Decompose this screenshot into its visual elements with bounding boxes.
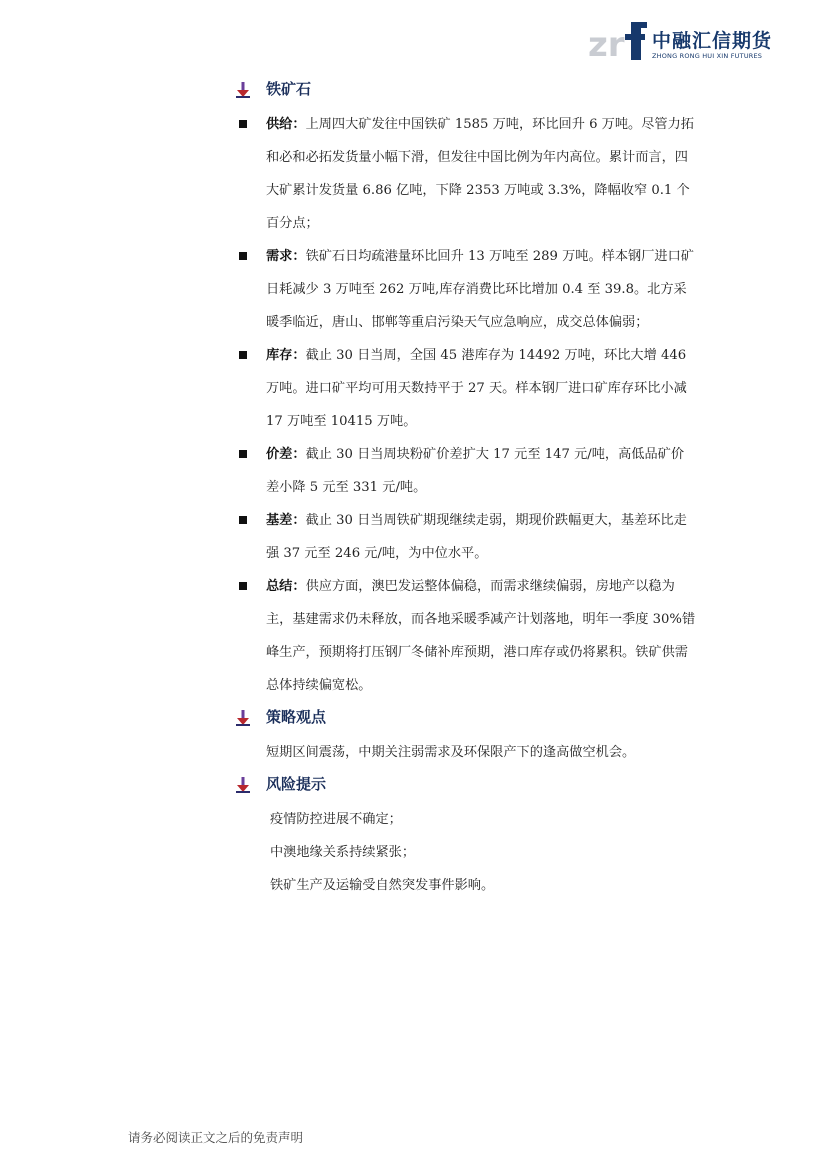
bullet-label: 价差： [266,447,306,462]
bullet-text: 铁矿石日均疏港量环比回升 13 万吨至 289 万吨。样本钢厂进口矿日耗减少 3 万吨至 262 万吨,库存消费比环比增加 0.4 至 39.8。北方采暖季临近，唐山、邯郸等重启污染天气应急响应，成交总体偏弱； [266,249,694,330]
bullet-label: 基差： [266,513,306,528]
square-bullet-icon [239,120,247,128]
down-arrow-icon [236,777,250,793]
section-title: 铁矿石 [266,80,312,98]
section-title: 策略观点 [266,708,327,726]
disclaimer-footer: 请务必阅读正文之后的免责声明 [128,1130,304,1145]
bullet-item-supply [236,108,696,240]
bullet-label: 供给： [266,117,306,132]
logo-company-cn: 中融汇信期货 [652,30,773,52]
company-logo [588,18,788,66]
bullet-item-demand [236,240,696,339]
bullet-label: 总结： [266,579,306,594]
bullet-item-spread [236,438,696,504]
strategy-text: 短期区间震荡，中期关注弱需求及环保限产下的逢高做空机会。 [266,745,636,760]
section-heading-strategy [236,706,696,730]
square-bullet-icon [239,516,247,524]
section-heading-risk [236,773,696,797]
bullet-text: 供应方面，澳巴发运整体偏稳，而需求继续偏弱，房地产以稳为主，基建需求仍未释放，而各地采暖季减产计划落地，明年一季度 30%错峰生产，预期将打压钢厂冬储补库预期，港口库存或仍将累积。铁矿供需总体持续偏宽松。 [266,579,696,693]
bullet-item-basis [236,504,696,570]
report-body [236,78,696,902]
square-bullet-icon [239,351,247,359]
bullet-label: 库存： [266,348,306,363]
bullet-text: 上周四大矿发往中国铁矿 1585 万吨，环比回升 6 万吨。尽管力拓和必和必拓发货量小幅下滑，但发往中国比例为年内高位。累计而言，四大矿累计发货量 6.86 亿吨，下降 2353 万吨或 3.3%，降幅收窄 0.1 个百分点； [266,117,694,231]
bullet-text: 截止 30 日当周，全国 45 港库存为 14492 万吨，环比大增 446 万吨。进口矿平均可用天数持平于 27 天。样本钢厂进口矿库存环比小减 17 万吨至 10415 万吨。 [266,348,687,429]
zrf-logo-mark [588,20,648,62]
section-title: 风险提示 [266,775,327,793]
bullet-item-inventory [236,339,696,438]
bullet-text: 截止 30 日当周铁矿期现继续走弱，期现价跌幅更大，基差环比走强 37 元至 246 元/吨，为中位水平。 [266,513,687,561]
section-heading-iron-ore [236,78,696,102]
risk-item: 疫情防控进展不确定； [270,812,402,827]
square-bullet-icon [239,252,247,260]
bullet-label: 需求： [266,249,306,264]
risk-item: 中澳地缘关系持续紧张； [270,845,416,860]
square-bullet-icon [239,582,247,590]
down-arrow-icon [236,710,250,726]
risk-item: 铁矿生产及运输受自然突发事件影响。 [270,878,495,893]
square-bullet-icon [239,450,247,458]
logo-company-en: ZHONG RONG HUI XIN FUTURES [652,52,763,60]
bullet-text: 截止 30 日当周块粉矿价差扩大 17 元至 147 元/吨，高低品矿价差小降 5 元至 331 元/吨。 [266,447,685,495]
svg-text:zr: zr [588,25,625,62]
bullet-item-summary [236,570,696,702]
down-arrow-icon [236,82,250,98]
